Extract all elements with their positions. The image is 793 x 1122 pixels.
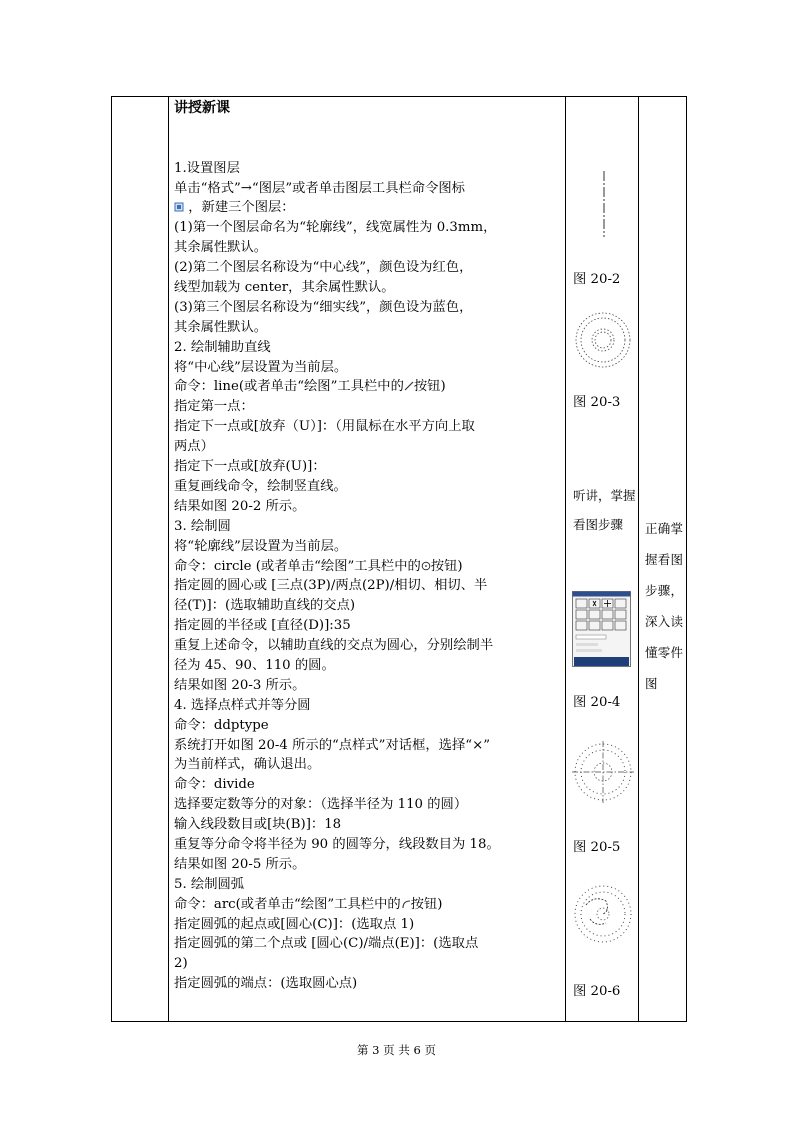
- text-line: 按钮): [413, 379, 446, 395]
- text-line: 命令：arc(或者单击“绘图”工具栏中的: [174, 896, 401, 912]
- figure-label-20-3: 图 20-3: [573, 395, 621, 410]
- layer-icon: [174, 199, 184, 209]
- text-line: 两点）: [174, 439, 214, 455]
- text-line: 5. 绘制圆弧: [174, 876, 245, 892]
- text-line: 指定圆的圆心或 [三点(3P)/两点(2P)/相切、相切、半: [174, 578, 488, 594]
- text-line: 指定下一点或[放弃(U)]：: [174, 459, 326, 475]
- section-heading: 讲授新课: [174, 100, 230, 116]
- text-line: 结果如图 20-3 所示。: [174, 677, 306, 693]
- text-line: [174, 557, 564, 577]
- text-line: (3)第三个图层名称设为“细实线”，颜色设为蓝色，: [174, 299, 473, 315]
- text-line: 指定下一点或[放弃（U）]：（用鼠标在水平方向上取: [174, 419, 475, 435]
- figure-label-20-6: 图 20-6: [573, 984, 621, 999]
- figure-20-3-drawing: [574, 311, 632, 369]
- lesson-content: [174, 99, 564, 994]
- column-divider: [168, 97, 169, 1021]
- student-activity-note: 听讲，掌握看图步骤: [573, 488, 636, 532]
- text-line: ，新建三个图层：: [188, 200, 295, 216]
- text-line: (2)第二个图层名称设为“中心线”，颜色设为红色，: [174, 260, 473, 276]
- text-line: 命令：divide: [174, 777, 255, 793]
- line-tool-icon: [404, 378, 414, 388]
- text-line: 为当前样式，确认退出。: [174, 757, 321, 773]
- figure-20-6-drawing: [572, 883, 634, 945]
- text-line: 3. 绘制圆: [174, 518, 231, 534]
- text-line: 按钮): [430, 558, 463, 574]
- text-line: 输入线段数目或[块(B)]：18: [174, 817, 342, 833]
- text-line: 线型加载为 center，其余属性默认。: [174, 280, 395, 296]
- text-line: 将“轮廓线”层设置为当前层。: [174, 538, 348, 554]
- figure-label-20-4: 图 20-4: [573, 695, 621, 710]
- text-line: 重复画线命令，绘制竖直线。: [174, 478, 347, 494]
- figure-label-20-2: 图 20-2: [573, 272, 621, 287]
- text-line: 重复上述命令，以辅助直线的交点为圆心，分别绘制半: [174, 638, 494, 654]
- text-line: [174, 198, 564, 218]
- text-line: 其余属性默认。: [174, 319, 268, 335]
- text-line: 命令：ddptype: [174, 717, 269, 733]
- text-line: 结果如图 20-2 所示。: [174, 498, 306, 514]
- lesson-table: [111, 96, 687, 1022]
- text-line: 按钮): [410, 896, 443, 912]
- column-divider: [565, 97, 566, 1021]
- text-line: 指定圆弧的端点：(选取圆心点): [174, 976, 358, 992]
- text-line: 选择要定数等分的对象：（选择半径为 110 的圆）: [174, 797, 468, 813]
- figure-20-4-dialog-thumbnail: [572, 591, 631, 667]
- text-line: 指定圆弧的起点或[圆心(C)]：(选取点 1): [174, 916, 415, 932]
- figure-label-20-5: 图 20-5: [573, 840, 621, 855]
- text-line: [174, 895, 564, 915]
- text-line: (1)第一个图层命名为“轮廓线”，线宽属性为 0.3mm，: [174, 220, 497, 236]
- column-divider: [638, 97, 639, 1021]
- text-line: 2. 绘制辅助直线: [174, 339, 271, 355]
- text-line: 径为 45、90、110 的圆。: [174, 657, 335, 673]
- text-line: 命令：circle (或者单击“绘图”工具栏中的: [174, 558, 421, 574]
- text-line: 命令：line(或者单击“绘图”工具栏中的: [174, 379, 404, 395]
- arc-tool-icon: [401, 896, 411, 906]
- text-line: 1.设置图层: [174, 160, 240, 176]
- text-line: 指定圆的半径或 [直径(D)]:35: [174, 618, 351, 634]
- circle-tool-icon: [421, 558, 431, 568]
- text-line: 系统打开如图 20-4 所示的“点样式”对话框，选择“×”: [174, 737, 491, 753]
- text-line: 2): [174, 956, 188, 972]
- text-line: 4. 选择点样式并等分圆: [174, 697, 311, 713]
- text-line: 单击“格式”→“图层”或者单击图层工具栏命令图标: [174, 180, 465, 196]
- text-line: 将“中心线”层设置为当前层。: [174, 359, 348, 375]
- text-line: 指定第一点：: [174, 399, 254, 415]
- text-line: 其余属性默认。: [174, 240, 268, 256]
- text-line: 指定圆弧的第二个点或 [圆心(C)/端点(E)]：(选取点: [174, 936, 479, 952]
- text-line: [174, 377, 564, 397]
- text-line: 结果如图 20-5 所示。: [174, 856, 306, 872]
- text-line: 径(T)]：(选取辅助直线的交点): [174, 598, 356, 614]
- figure-20-5-drawing: [572, 741, 634, 803]
- teaching-goal-note: 正确掌握看图步骤，深入读懂零件图: [645, 521, 683, 691]
- text-line: 重复等分命令将半径为 90 的圆等分，线段数目为 18。: [174, 836, 500, 852]
- page-footer: 第 3 页 共 6 页: [357, 1043, 436, 1057]
- figure-20-2-drawing: [598, 171, 610, 237]
